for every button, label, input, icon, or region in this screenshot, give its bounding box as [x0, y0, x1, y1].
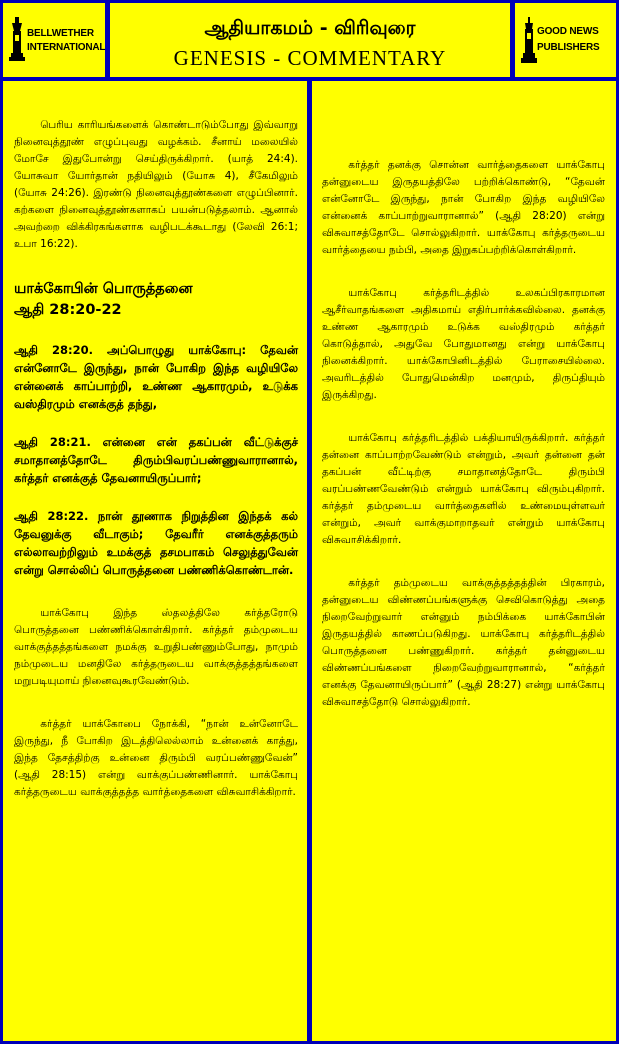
right-column — [312, 81, 616, 1041]
commentary-paragraph: யாக்கோபு இந்த ஸ்தலத்திலே கர்த்தரோடு பொருத்தனை பண்ணிக்கொள்கிறார். கர்த்தர் தம்முடைய வாக்குத்தத்தங்களை நமக்கு உறுதிபண்ணும்போது, நாமும் நம்முடைய மனதிலே கர்த்தருடைய வாக்குத்தத்தங்களை மறுபடியுமாய் நினைவுகூரவேண்டும். — [14, 607, 298, 687]
section-title — [14, 279, 298, 321]
tower-icon — [521, 17, 537, 63]
left-column — [3, 81, 307, 1041]
commentary-paragraph: கர்த்தர் தனக்கு சொன்ன வார்த்தைகளை யாக்கோபு தன்னுடைய இருதயத்திலே பற்றிக்கொண்டு, “தேவன் என்னோடே இருந்து, நான் போகிற இந்த வழியிலே என்னைக் காப்பாற்றுவாரானால்” (ஆதி 28:20) என்று விசுவாசத்தோடே சொல்லுகிறார். யாக்கோபு கர்த்தருடைய வார்த்தையை நம்பி, அதை இறுகப்பற்றிக்கொள்கிறார். — [322, 159, 605, 256]
header-title-box — [110, 3, 510, 77]
bellwether-logo — [9, 17, 105, 65]
title-english: GENESIS - COMMENTARY — [173, 46, 447, 70]
commentary-paragraph: கர்த்தர் யாக்கோபை நோக்கி, “நான் உன்னோடே இருந்து, நீ போகிற இடத்திலெல்லாம் உன்னைக் காத்து, இந்த தேசத்திற்கு உன்னை திரும்பி வரப்பண்ணுவேன்” (ஆதி 28:15) என்று வாக்குப்பண்ணினார். யாக்கோபு கர்த்தருடைய வாக்குத்தத்த வார்த்தைகளை விசுவாசிக்கிறார். — [14, 718, 298, 798]
bell-tower-icon — [9, 17, 25, 61]
verse-28-20: ஆதி 28:20. அப்பொழுது யாக்கோபு: தேவன் என்னோடே இருந்து, நான் போகிற இந்த வழியிலே என்னைக் காப்பாற்றி, உண்ண ஆகாரமும், உடுக்க வஸ்திரமும் எனக்குத் தந்து, — [14, 343, 298, 411]
good-news-logo-box — [515, 3, 616, 77]
logo-left-line2: INTERNATIONAL — [27, 42, 105, 53]
good-news-logo — [521, 17, 613, 65]
commentary-paragraph: யாக்கோபு கர்த்தரிடத்தில் பக்தியாயிருக்கிறார். கர்த்தர் தன்னை காப்பாற்றவேண்டும் என்றும், அவர் தன்னை தன் தகப்பன் வீட்டிற்கு சமாதானத்தோடே திரும்பி வரப்பண்ணவேண்டும் என்றும் யாக்கோபு விரும்புகிறார். கர்த்தர் தம்முடைய வார்த்தைகளில் உண்மையுள்ளவர் என்றும், அவர் வாக்குமாறாதவர் என்றும் யாக்கோபு விசுவாசிக்கிறார். — [322, 432, 605, 546]
title-tamil: ஆதியாகமம் - விரிவுரை — [204, 17, 416, 39]
verse-28-22: ஆதி 28:22. நான் தூணாக நிறுத்தின இந்தக் கல் தேவனுக்கு வீடாகும்; தேவரீர் எனக்குத்தரும் எல்லாவற்றிலும் உமக்குத் தசமபாகம் செலுத்துவேன் என்று சொல்லிப் பொருத்தனை பண்ணிக்கொண்டான். — [14, 509, 298, 577]
bellwether-logo-box — [3, 3, 105, 77]
intro-paragraph: பெரிய காரியங்களைக் கொண்டாடும்போது இவ்வாறு நினைவுத்தூண் எழுப்புவது வழக்கம். சீனாய் மலையில் மோசே இதுபோன்று செய்திருக்கிறார். (யாத் 24:4). யோசுவா யோர்தான் நதியிலும் (யோசு 4), சீகேமிலும் (யோசு 24:26). இரண்டு நினைவுத்தூண்களை எழுப்பினார். கற்களை நினைவுத்தூண்களாகப் பயன்படுத்தலாம். ஆனால் அவற்றை விக்கிரகங்களாக வழிபடக்கூடாது (லேவி 26:1; உபா 16:22). — [14, 119, 298, 250]
section-title-line1: யாக்கோபின் பொருத்தனை — [14, 281, 193, 297]
logo-right-line1: GOOD NEWS — [537, 26, 599, 37]
logo-left-line1: BELLWETHER — [27, 28, 94, 39]
commentary-paragraph: யாக்கோபு கர்த்தரிடத்தில் உலகப்பிரகாரமான ஆசீர்வாதங்களை அதிகமாய் எதிர்பார்க்கவில்லை. தனக்கு உண்ண ஆகாரமும் உடுக்க வஸ்திரமும் கர்த்தர் கொடுத்தால், அதுவே போதுமானது என்று யாக்கோபு நினைக்கிறார். யாக்கோபினிடத்தில் பேராசையில்லை. அவரிடத்தில் போதுமென்கிற மனமும், திருப்தியும் இருக்கிறது. — [322, 287, 605, 401]
commentary-paragraph: கர்த்தர் தம்முடைய வாக்குத்தத்தத்தின் பிரகாரம், தன்னுடைய விண்ணப்பங்களுக்கு செவிகொடுத்து அதை நிறைவேற்றுவார் என்னும் நம்பிக்கை யாக்கோபின் இருதயத்தில் காணப்படுகிறது. யாக்கோபு கர்த்தரிடத்தில் பொருத்தனை பண்ணுகிறார். கர்த்தர் தன்னுடைய விண்ணப்பங்களை நிறைவேற்றுவாரானால், “கர்த்தர் எனக்கு தேவனாயிருப்பார்” (ஆதி 28:27) என்று யாக்கோபு விசுவாசத்தோடு சொல்லுகிறார். — [322, 577, 605, 708]
logo-right-line2: PUBLISHERS — [537, 42, 600, 53]
section-title-line2: ஆதி 28:20-22 — [14, 302, 122, 318]
verse-28-21: ஆதி 28:21. என்னை என் தகப்பன் வீட்டுக்குச் சமாதானத்தோடே திரும்பிவரப்பண்ணுவாரானால், கர்த்தர் எனக்குத் தேவனாயிருப்பார்; — [14, 435, 298, 485]
